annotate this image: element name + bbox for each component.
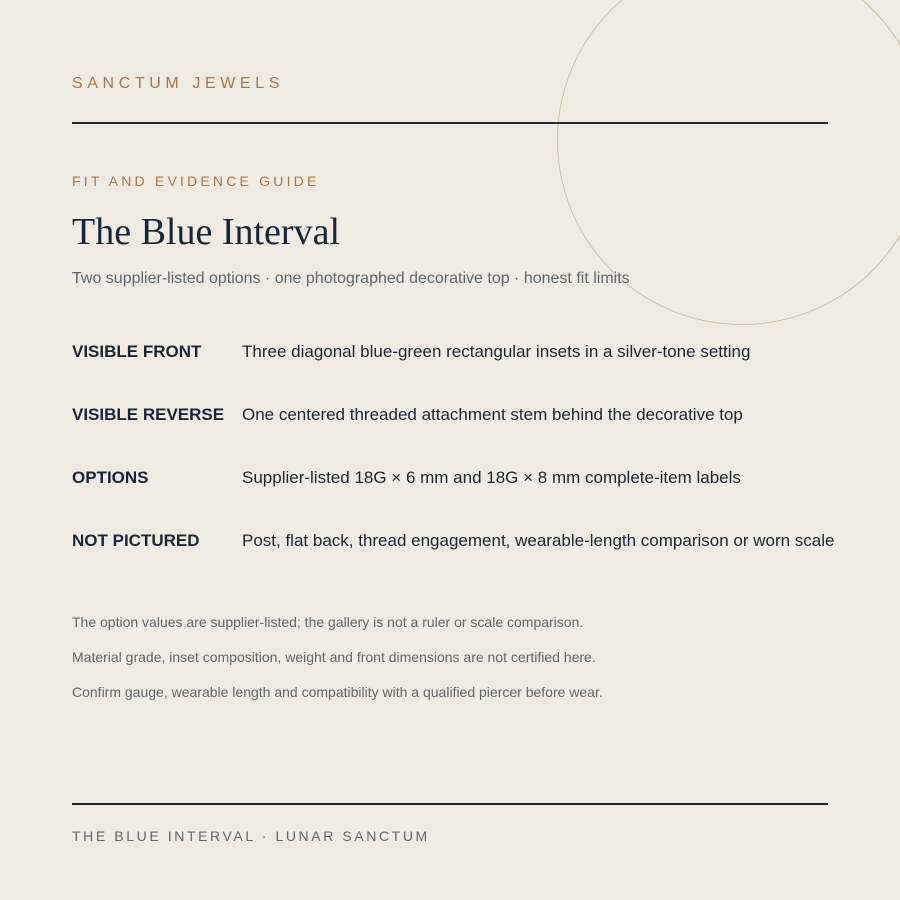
spec-value: One centered threaded attachment stem behind the decorative top: [242, 405, 743, 424]
spec-row-not-pictured: [72, 531, 852, 555]
spec-label: OPTIONS: [72, 468, 149, 487]
spec-row-options: [72, 468, 852, 492]
brand-wordmark: SANCTUM JEWELS: [72, 75, 284, 92]
spec-row-visible-reverse: [72, 405, 852, 429]
spec-label: VISIBLE FRONT: [72, 342, 202, 361]
disclaimer-note: Confirm gauge, wearable length and compatibility with a qualified piercer before wear.: [72, 684, 603, 700]
disclaimer-note: Material grade, inset composition, weight and front dimensions are not certified here.: [72, 649, 596, 665]
section-eyebrow: FIT AND EVIDENCE GUIDE: [72, 173, 320, 189]
footer-divider: [72, 803, 828, 805]
spec-value: Supplier-listed 18G × 6 mm and 18G × 8 mm complete-item labels: [242, 468, 741, 487]
spec-value: Three diagonal blue-green rectangular insets in a silver-tone setting: [242, 342, 751, 361]
page-subtitle: Two supplier-listed options · one photographed decorative top · honest fit limits: [72, 270, 630, 287]
header-divider: [72, 122, 828, 124]
spec-label: NOT PICTURED: [72, 531, 200, 550]
spec-value: Post, flat back, thread engagement, wearable-length comparison or worn scale: [242, 531, 835, 550]
footer-text: THE BLUE INTERVAL · LUNAR SANCTUM: [72, 828, 430, 844]
page-title: The Blue Interval: [72, 211, 341, 253]
spec-row-visible-front: [72, 342, 852, 366]
spec-label: VISIBLE REVERSE: [72, 405, 225, 424]
disclaimer-note: The option values are supplier-listed; the gallery is not a ruler or scale comparison.: [72, 614, 584, 630]
